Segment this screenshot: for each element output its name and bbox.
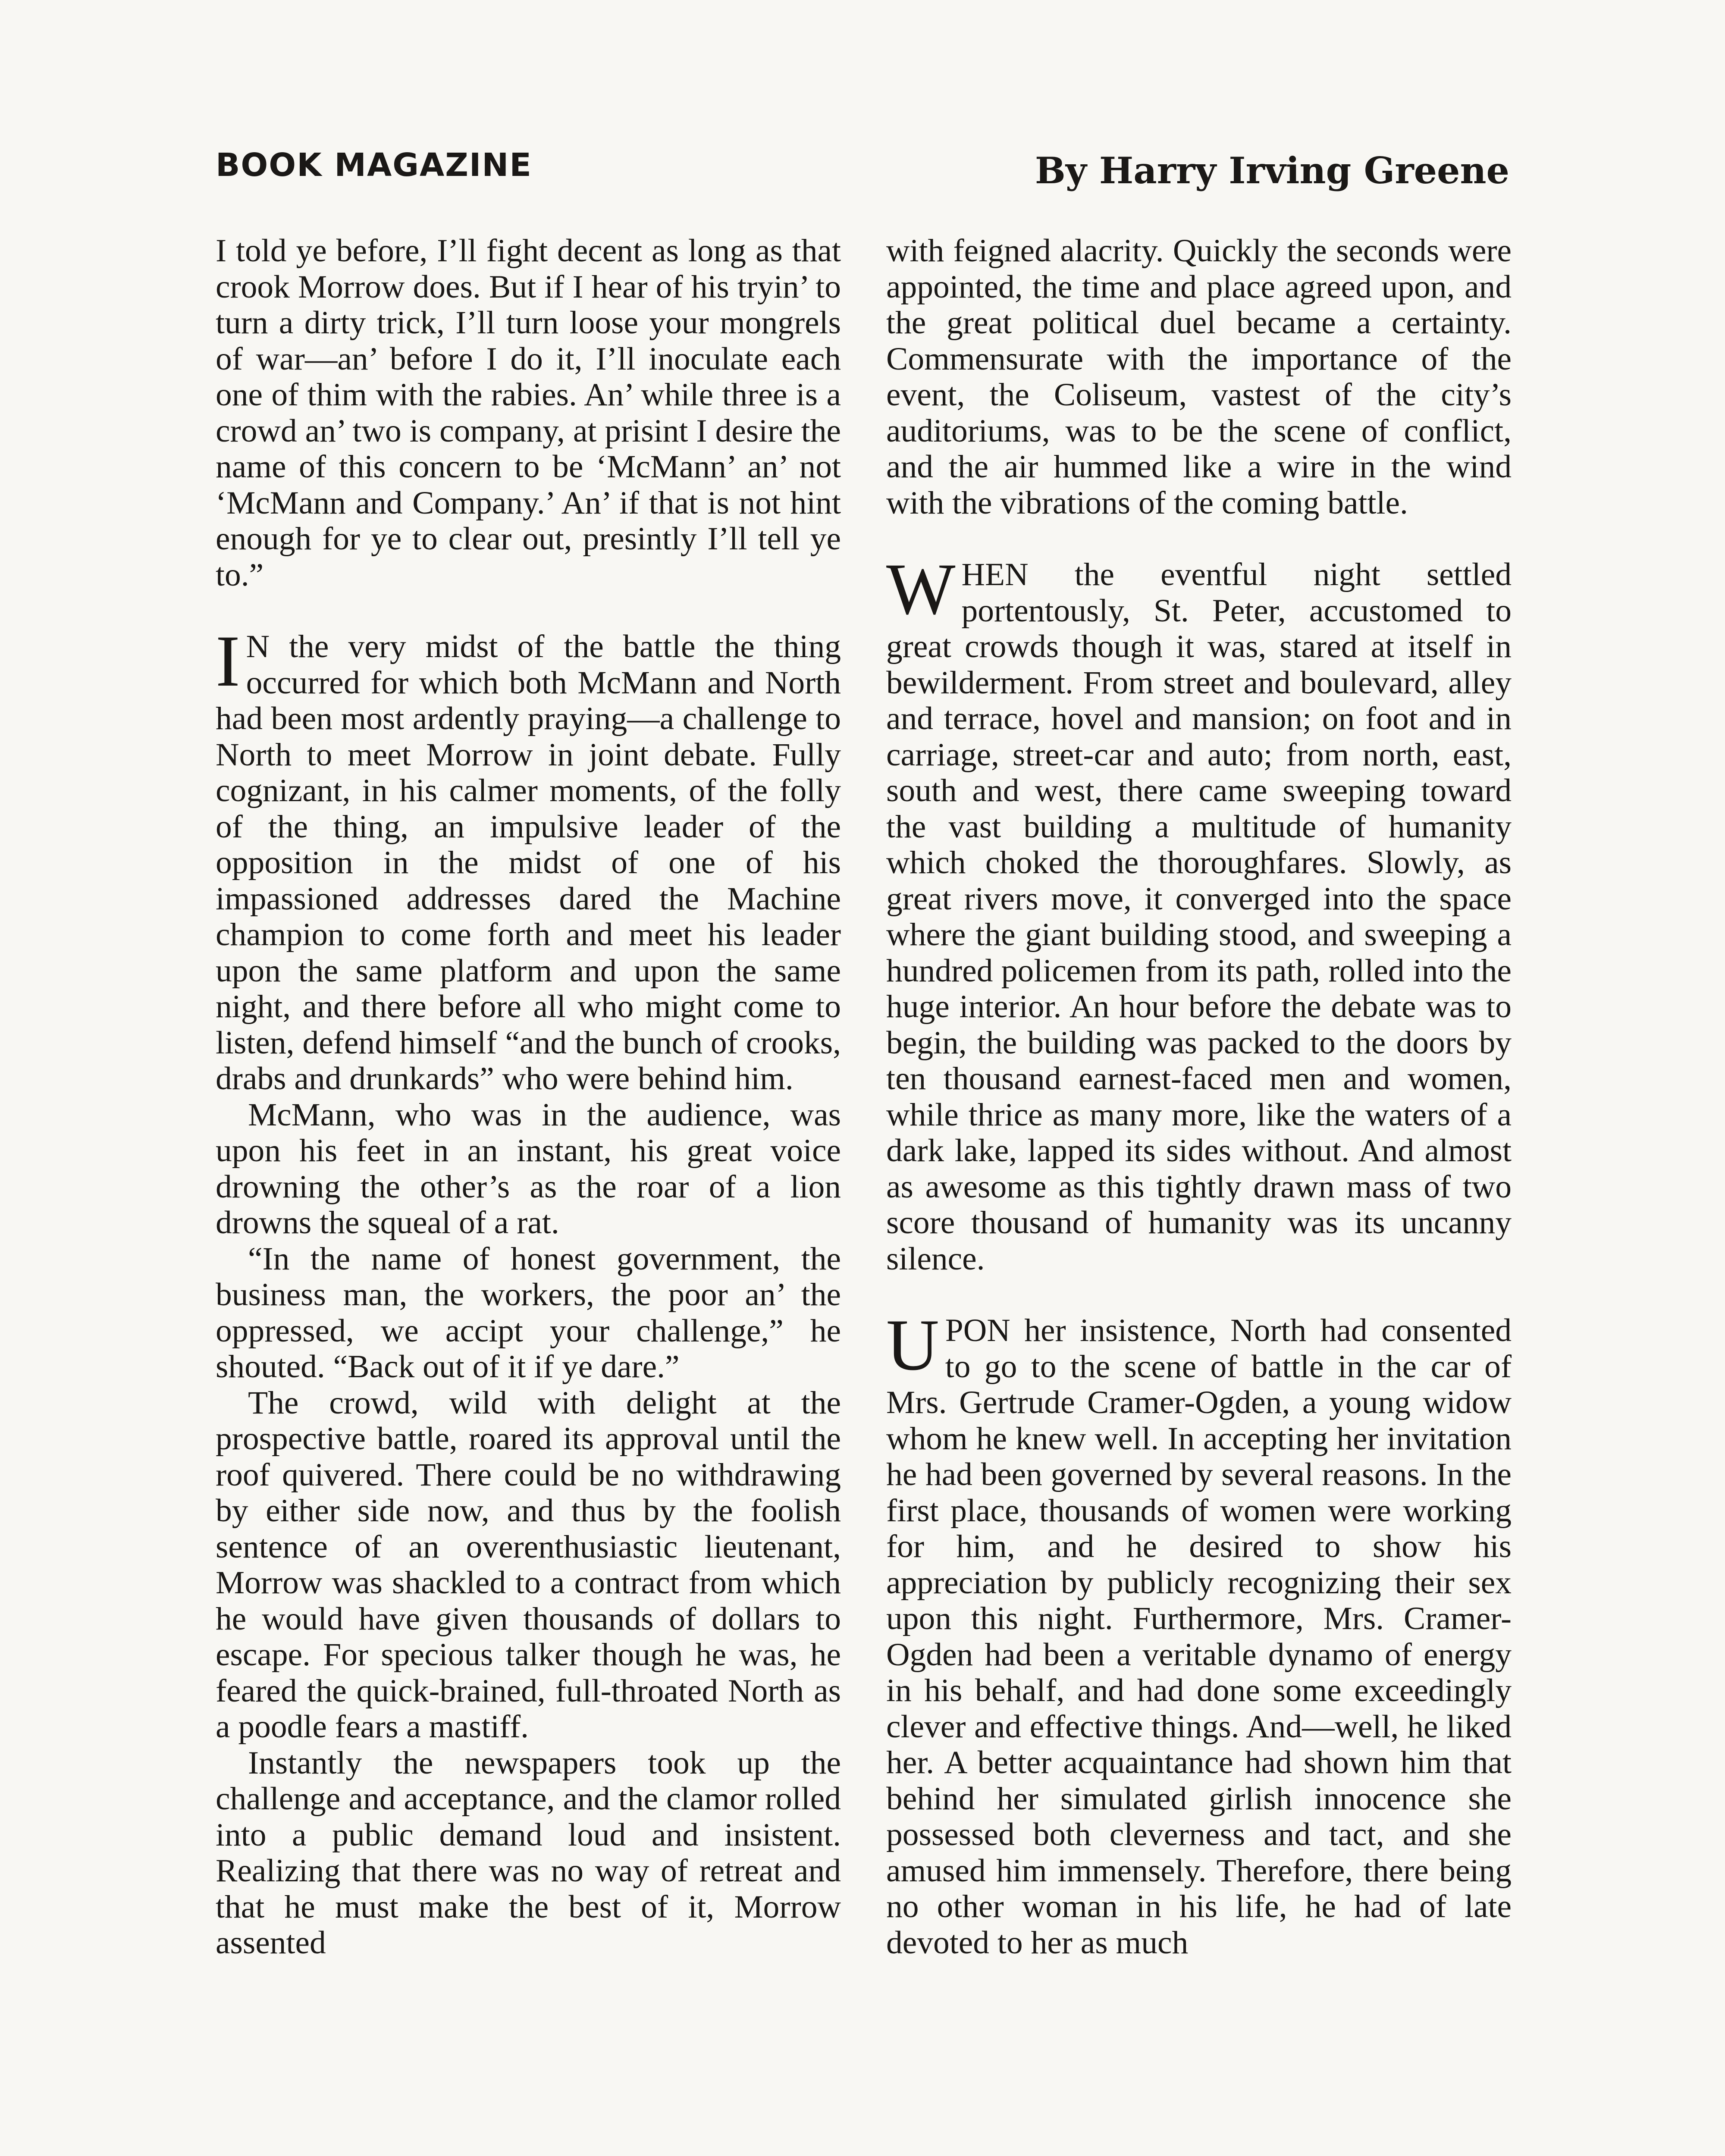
section-paragraph [886, 548, 1512, 1277]
author-byline: By Harry Irving Greene [1035, 149, 1509, 192]
magazine-title: BOOK MAGAZINE [216, 147, 532, 184]
paragraph-text: PON her insistence, North had consented to go to the scene of battle in the car of Mrs. Gertrude Cramer-Ogden, a young widow whom he knew well. In accepting her invitation he had been governed by several reasons. In the first place, thousands of women were working for him, and he desired to show his appreciation by publicly recognizing their sex upon this night. Furthermore, Mrs. Cramer-Ogden had been a veritable dynamo of energy in his behalf, and had done some exceedingly clever and effective things. And—well, he liked her. A better acquaintance had shown him that behind her simulated girlish innocence she possessed both cleverness and tact, and she amused him immensely. Therefore, there being no other woman in his life, he had of late devoted to her as much [886, 1313, 1512, 1961]
paragraph: “In the name of honest government, the business man, the workers, the poor an’ the oppressed, we accipt your challenge,” he shouted. “Back out of it if ye dare.” [216, 1241, 841, 1385]
drop-cap: U [886, 1304, 939, 1385]
right-column [886, 233, 1512, 2156]
paragraph: with feigned alacrity. Quickly the seconds were appointed, the time and place agreed upon, and the great political duel became a certainty. Commensurate with the importance of the event, the Coliseum, vastest of the city’s auditoriums, was to be the scene of conflict, and the air hummed like a wire in the wind with the vibrations of the coming battle. [886, 233, 1512, 521]
section-paragraph [216, 620, 841, 1097]
paragraph: I told ye before, I’ll fight decent as long as that crook Morrow does. But if I hear of his tryin’ to turn a dirty trick, I’ll turn loose your mongrels of war—an’ before I do it, I’ll inoculate each one of thim with the rabies. An’ while three is a crowd an’ two is company, at prisint I desire the name of this concern to be ‘McMann’ an’ not ‘McMann and Company.’ An’ if that is not hint enough for ye to clear out, presintly I’ll tell ye to.” [216, 233, 841, 593]
paragraph: The crowd, wild with delight at the prospective battle, roared its approval until the roof quivered. There could be no withdrawing by either side now, and thus by the foolish sentence of an overenthusiastic lieutenant, Morrow was shackled to a contract from which he would have given thousands of dollars to escape. For specious talker though he was, he feared the quick-brained, full-throated North as a poodle fears a mastiff. [216, 1385, 841, 1745]
paragraph-text: N the very midst of the battle the thing occurred for which both McMann and North had been most ardently praying—a challenge to North to meet Morrow in joint debate. Fully cognizant, in his calmer moments, of the folly of the thing, an impulsive leader of the opposition in the midst of one of his impassioned addresses dared the Machine champion to come forth and meet his leader upon the same platform and upon the same night, and there before all who might come to listen, defend himself “and the bunch of crooks, drabs and drunkards” who were behind him. [216, 629, 841, 1097]
paragraph-text: HEN the eventful night settled portentously, St. Peter, accustomed to great crowds though it was, stared at itself in bewilderment. From street and boulevard, alley and terrace, hovel and mansion; on foot and in carriage, street-car and auto; from north, east, south and west, there came sweeping toward the vast building a multitude of humanity which choked the thoroughfares. Slowly, as great rivers move, it converged into the space where the giant building stood, and sweeping a hundred policemen from its path, rolled into the huge interior. An hour before the debate was to begin, the building was packed to the doors by ten thousand earnest-faced men and women, while thrice as many more, like the waters of a dark lake, lapped its sides without. And almost as awesome as this tightly drawn mass of two score thousand of humanity was its uncanny silence. [886, 557, 1512, 1277]
left-column [216, 233, 841, 2156]
paragraph: Instantly the newspapers took up the challenge and acceptance, and the clamor rolled into a public demand loud and insistent. Realizing that there was no way of retreat and that he must make the best of it, Morrow assented [216, 1745, 841, 1961]
section-paragraph [886, 1304, 1512, 1961]
running-head [216, 147, 1509, 198]
paragraph: McMann, who was in the audience, was upon his feet in an instant, his great voice drowning the other’s as the roar of a lion drowns the squeal of a rat. [216, 1097, 841, 1241]
drop-cap: W [886, 548, 956, 630]
drop-cap: I [216, 620, 240, 702]
